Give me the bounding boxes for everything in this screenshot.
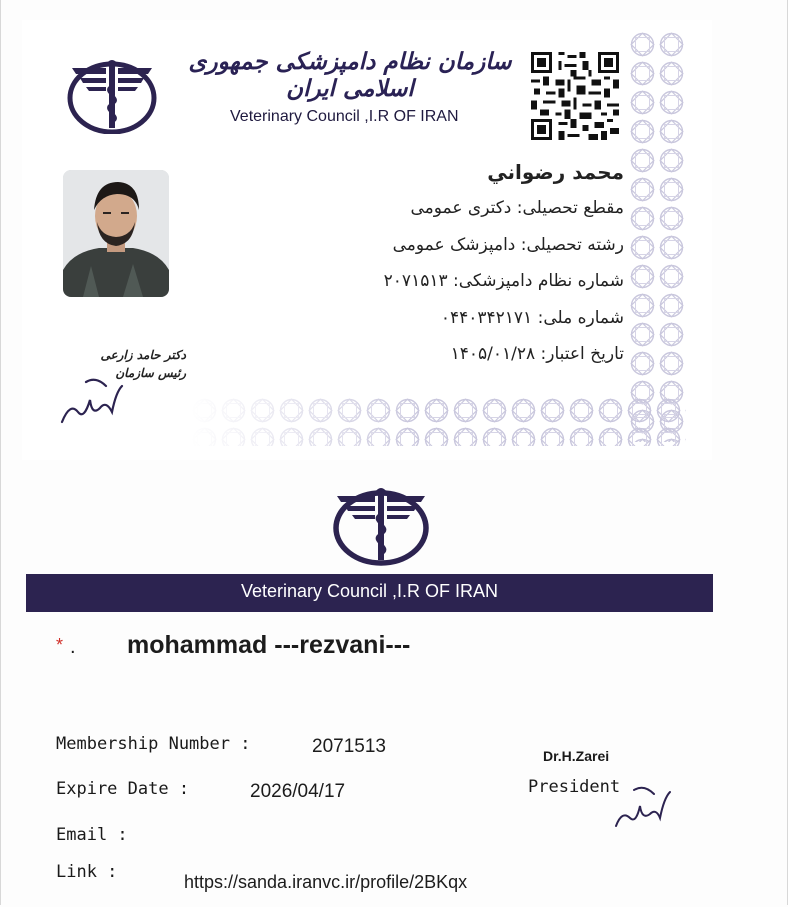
council-number-line: شماره نظام دامپزشکی: ۲۰۷۱۵۱۳	[383, 271, 624, 291]
president-title: President	[528, 777, 621, 797]
field-line: رشته تحصیلی: دامپزشک عمومی	[392, 234, 624, 255]
member-name-english: mohammad ---rezvani---	[127, 631, 411, 659]
member-info-persian	[384, 160, 624, 373]
council-logo-icon	[331, 484, 431, 566]
org-name-english: Veterinary Council ,I.R OF IRAN	[230, 108, 459, 125]
expiry-line: تاریخ اعتبار: ۱۴۰۵/۰۱/۲۸	[450, 344, 624, 364]
signatory-name: دکتر حامد زارعی	[100, 348, 186, 362]
member-photo	[63, 170, 169, 297]
degree-line: مقطع تحصیلی: دکتری عمومی	[410, 198, 624, 218]
org-name-persian: سازمان نظام دامپزشکی جمهوری اسلامی ایران	[188, 48, 512, 102]
president-name: Dr.H.Zarei	[543, 748, 610, 764]
council-logo-icon	[66, 56, 158, 134]
member-name-persian: محمد رضواني	[487, 160, 624, 184]
ornament-border-vertical	[628, 30, 686, 442]
expire-date-value: 2026/04/17	[250, 781, 346, 802]
signature-bottom-icon	[612, 770, 682, 830]
expire-date-label: Expire Date :	[56, 779, 190, 799]
membership-number-label: Membership Number :	[56, 734, 251, 754]
required-marker: *	[56, 635, 64, 655]
national-id-line: شماره ملی: ۰۴۴۰۳۴۲۱۷۱	[440, 307, 624, 328]
signatory-title: رئیس سازمان	[115, 366, 186, 380]
qr-code-icon[interactable]	[531, 52, 619, 140]
profile-link[interactable]: https://sanda.iranvc.ir/profile/2BKqx	[184, 872, 468, 892]
link-label: Link :	[56, 862, 118, 882]
signature-top-icon	[56, 342, 186, 432]
banner-org-name: Veterinary Council ,I.R OF IRAN	[240, 581, 499, 601]
marker-dot: .	[70, 636, 76, 658]
membership-number-value: 2071513	[312, 736, 386, 757]
ornament-border-horizontal	[190, 396, 686, 446]
member-portrait-icon	[63, 170, 169, 297]
email-label: Email :	[56, 825, 128, 845]
council-banner	[26, 574, 713, 612]
